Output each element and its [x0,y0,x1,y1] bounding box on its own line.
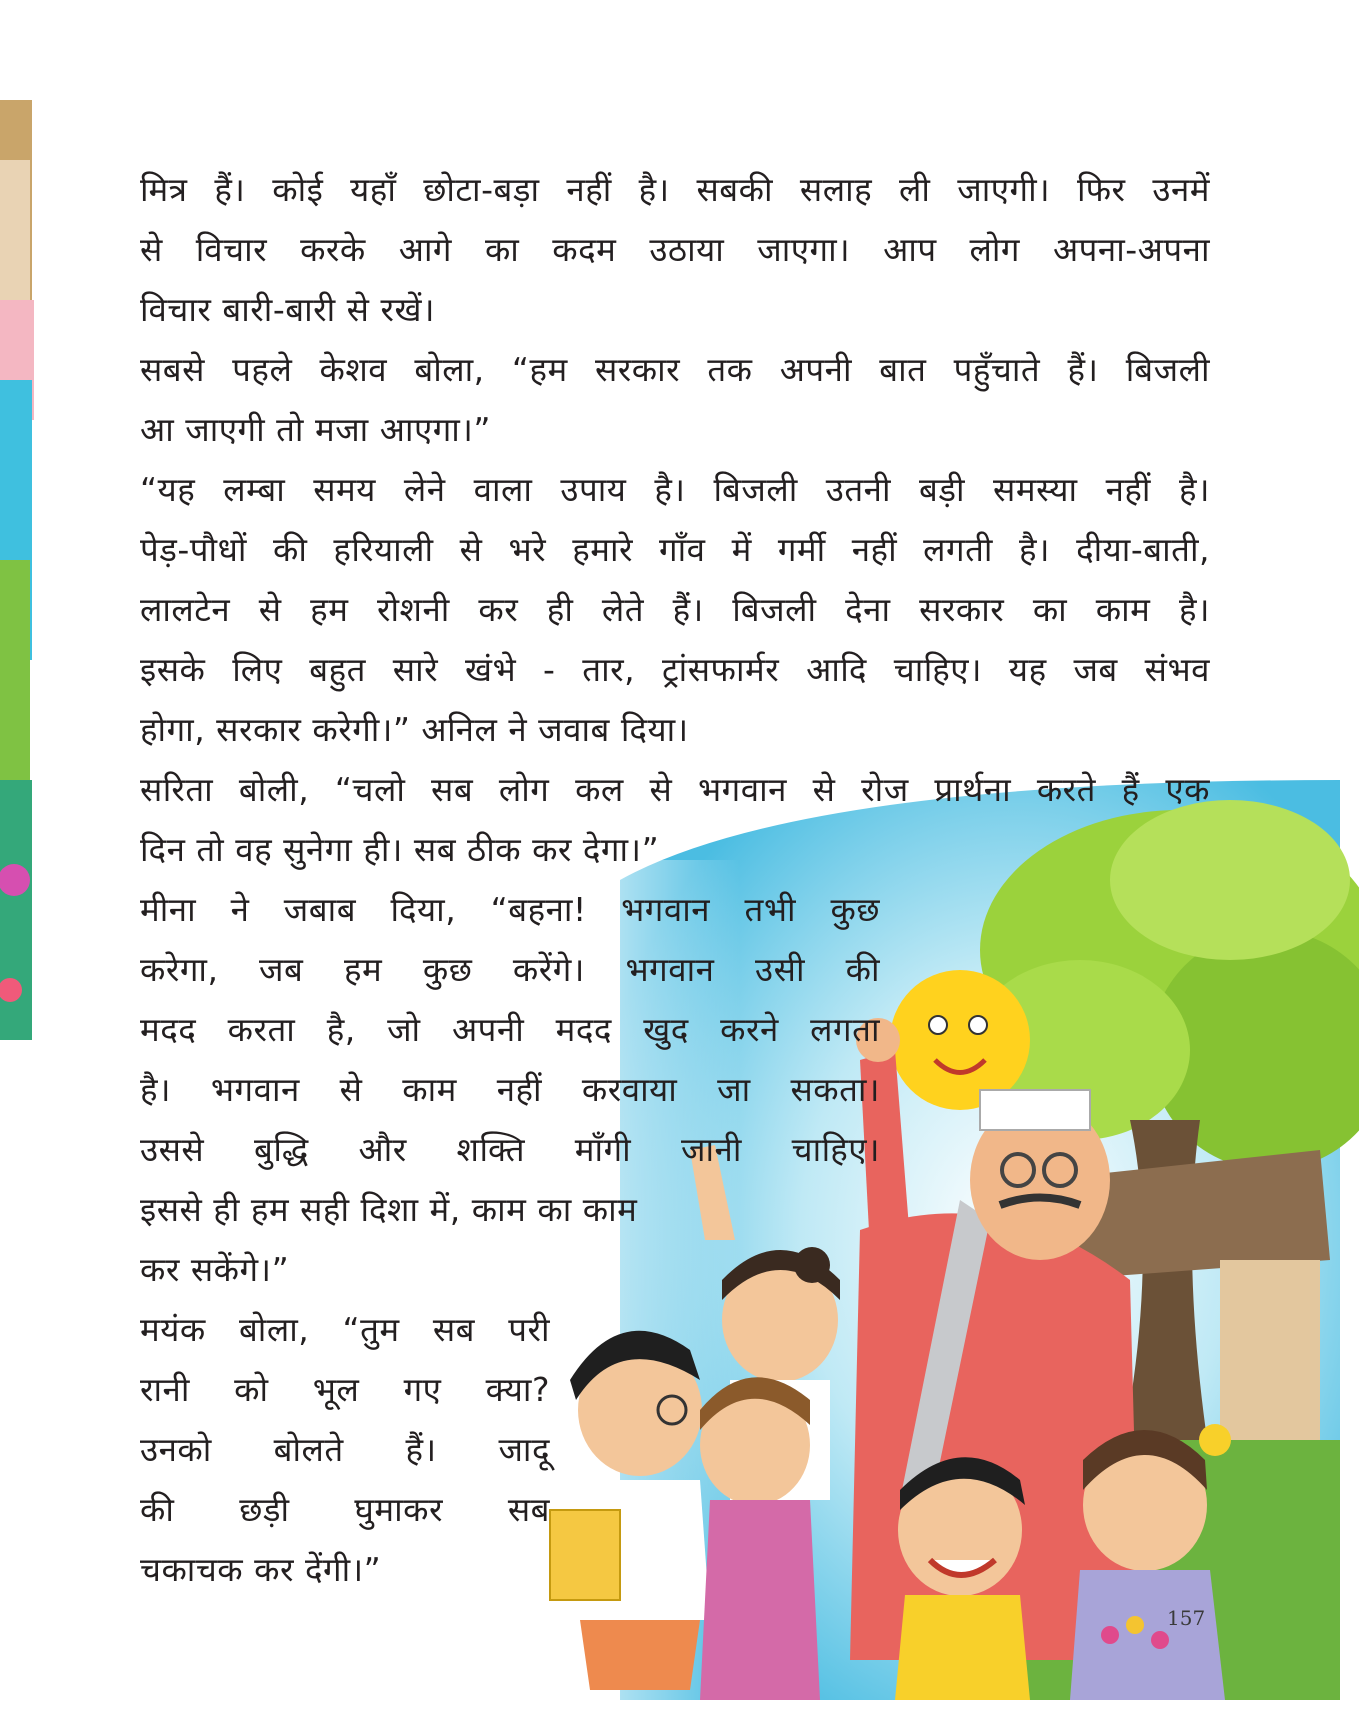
story-line: है। भगवान से काम नहीं करवाया जा सकता। [140,1070,880,1109]
story-line: आ जाएगी तो मजा आएगा।” [140,410,491,449]
story-line: की छड़ी घुमाकर सब [140,1490,550,1529]
story-line: पेड़-पौधों की हरियाली से भरे हमारे गाँव में गर्मी नहीं लगती है। दीया-बाती, [140,530,1210,569]
story-line: “यह लम्बा समय लेने वाला उपाय है। बिजली उतनी बड़ी समस्या नहीं है। [140,470,1210,509]
story-line: दिन तो वह सुनेगा ही। सब ठीक कर देगा।” [140,830,660,869]
story-line: कर सकेंगे।” [140,1250,290,1289]
story-line: करेगा, जब हम कुछ करेंगे। भगवान उसी की [140,950,880,989]
story-line: विचार बारी-बारी से रखें। [140,290,435,329]
story-line: इससे ही हम सही दिशा में, काम का काम [140,1190,638,1229]
story-line: से विचार करके आगे का कदम उठाया जाएगा। आप लोग अपना-अपना [140,230,1210,269]
story-text [140,160,1210,1600]
story-line: उससे बुद्धि और शक्ति माँगी जानी चाहिए। [140,1130,880,1169]
story-line: मदद करता है, जो अपनी मदद खुद करने लगता [140,1010,880,1049]
page-number: 157 [1167,1606,1206,1630]
story-line: उनको बोलते हैं। जादू [140,1430,550,1469]
flower-icon [1101,1626,1119,1644]
story-line: रानी को भूल गए क्या? [140,1370,550,1409]
story-line: इसके लिए बहुत सारे खंभे - तार, ट्रांसफार्मर आदि चाहिए। यह जब संभव [140,650,1210,689]
story-line: सरिता बोली, “चलो सब लोग कल से भगवान से रोज प्रार्थना करते हैं एक [140,770,1210,809]
story-line: मयंक बोला, “तुम सब परी [140,1310,550,1349]
story-line: होगा, सरकार करेगी।” अनिल ने जवाब दिया। [140,710,689,749]
story-line: चकाचक कर देंगी।” [140,1550,382,1589]
flower-icon [1151,1631,1169,1649]
story-line: लालटेन से हम रोशनी कर ही लेते हैं। बिजली देना सरकार का काम है। [140,590,1210,629]
flower-icon [1126,1616,1144,1634]
story-line: मीना ने जबाब दिया, “बहना! भगवान तभी कुछ [140,890,880,929]
story-line: मित्र हैं। कोई यहाँ छोटा-बड़ा नहीं है। सबकी सलाह ली जाएगी। फिर उनमें [140,170,1210,209]
story-line: सबसे पहले केशव बोला, “हम सरकार तक अपनी बात पहुँचाते हैं। बिजली [140,350,1210,389]
